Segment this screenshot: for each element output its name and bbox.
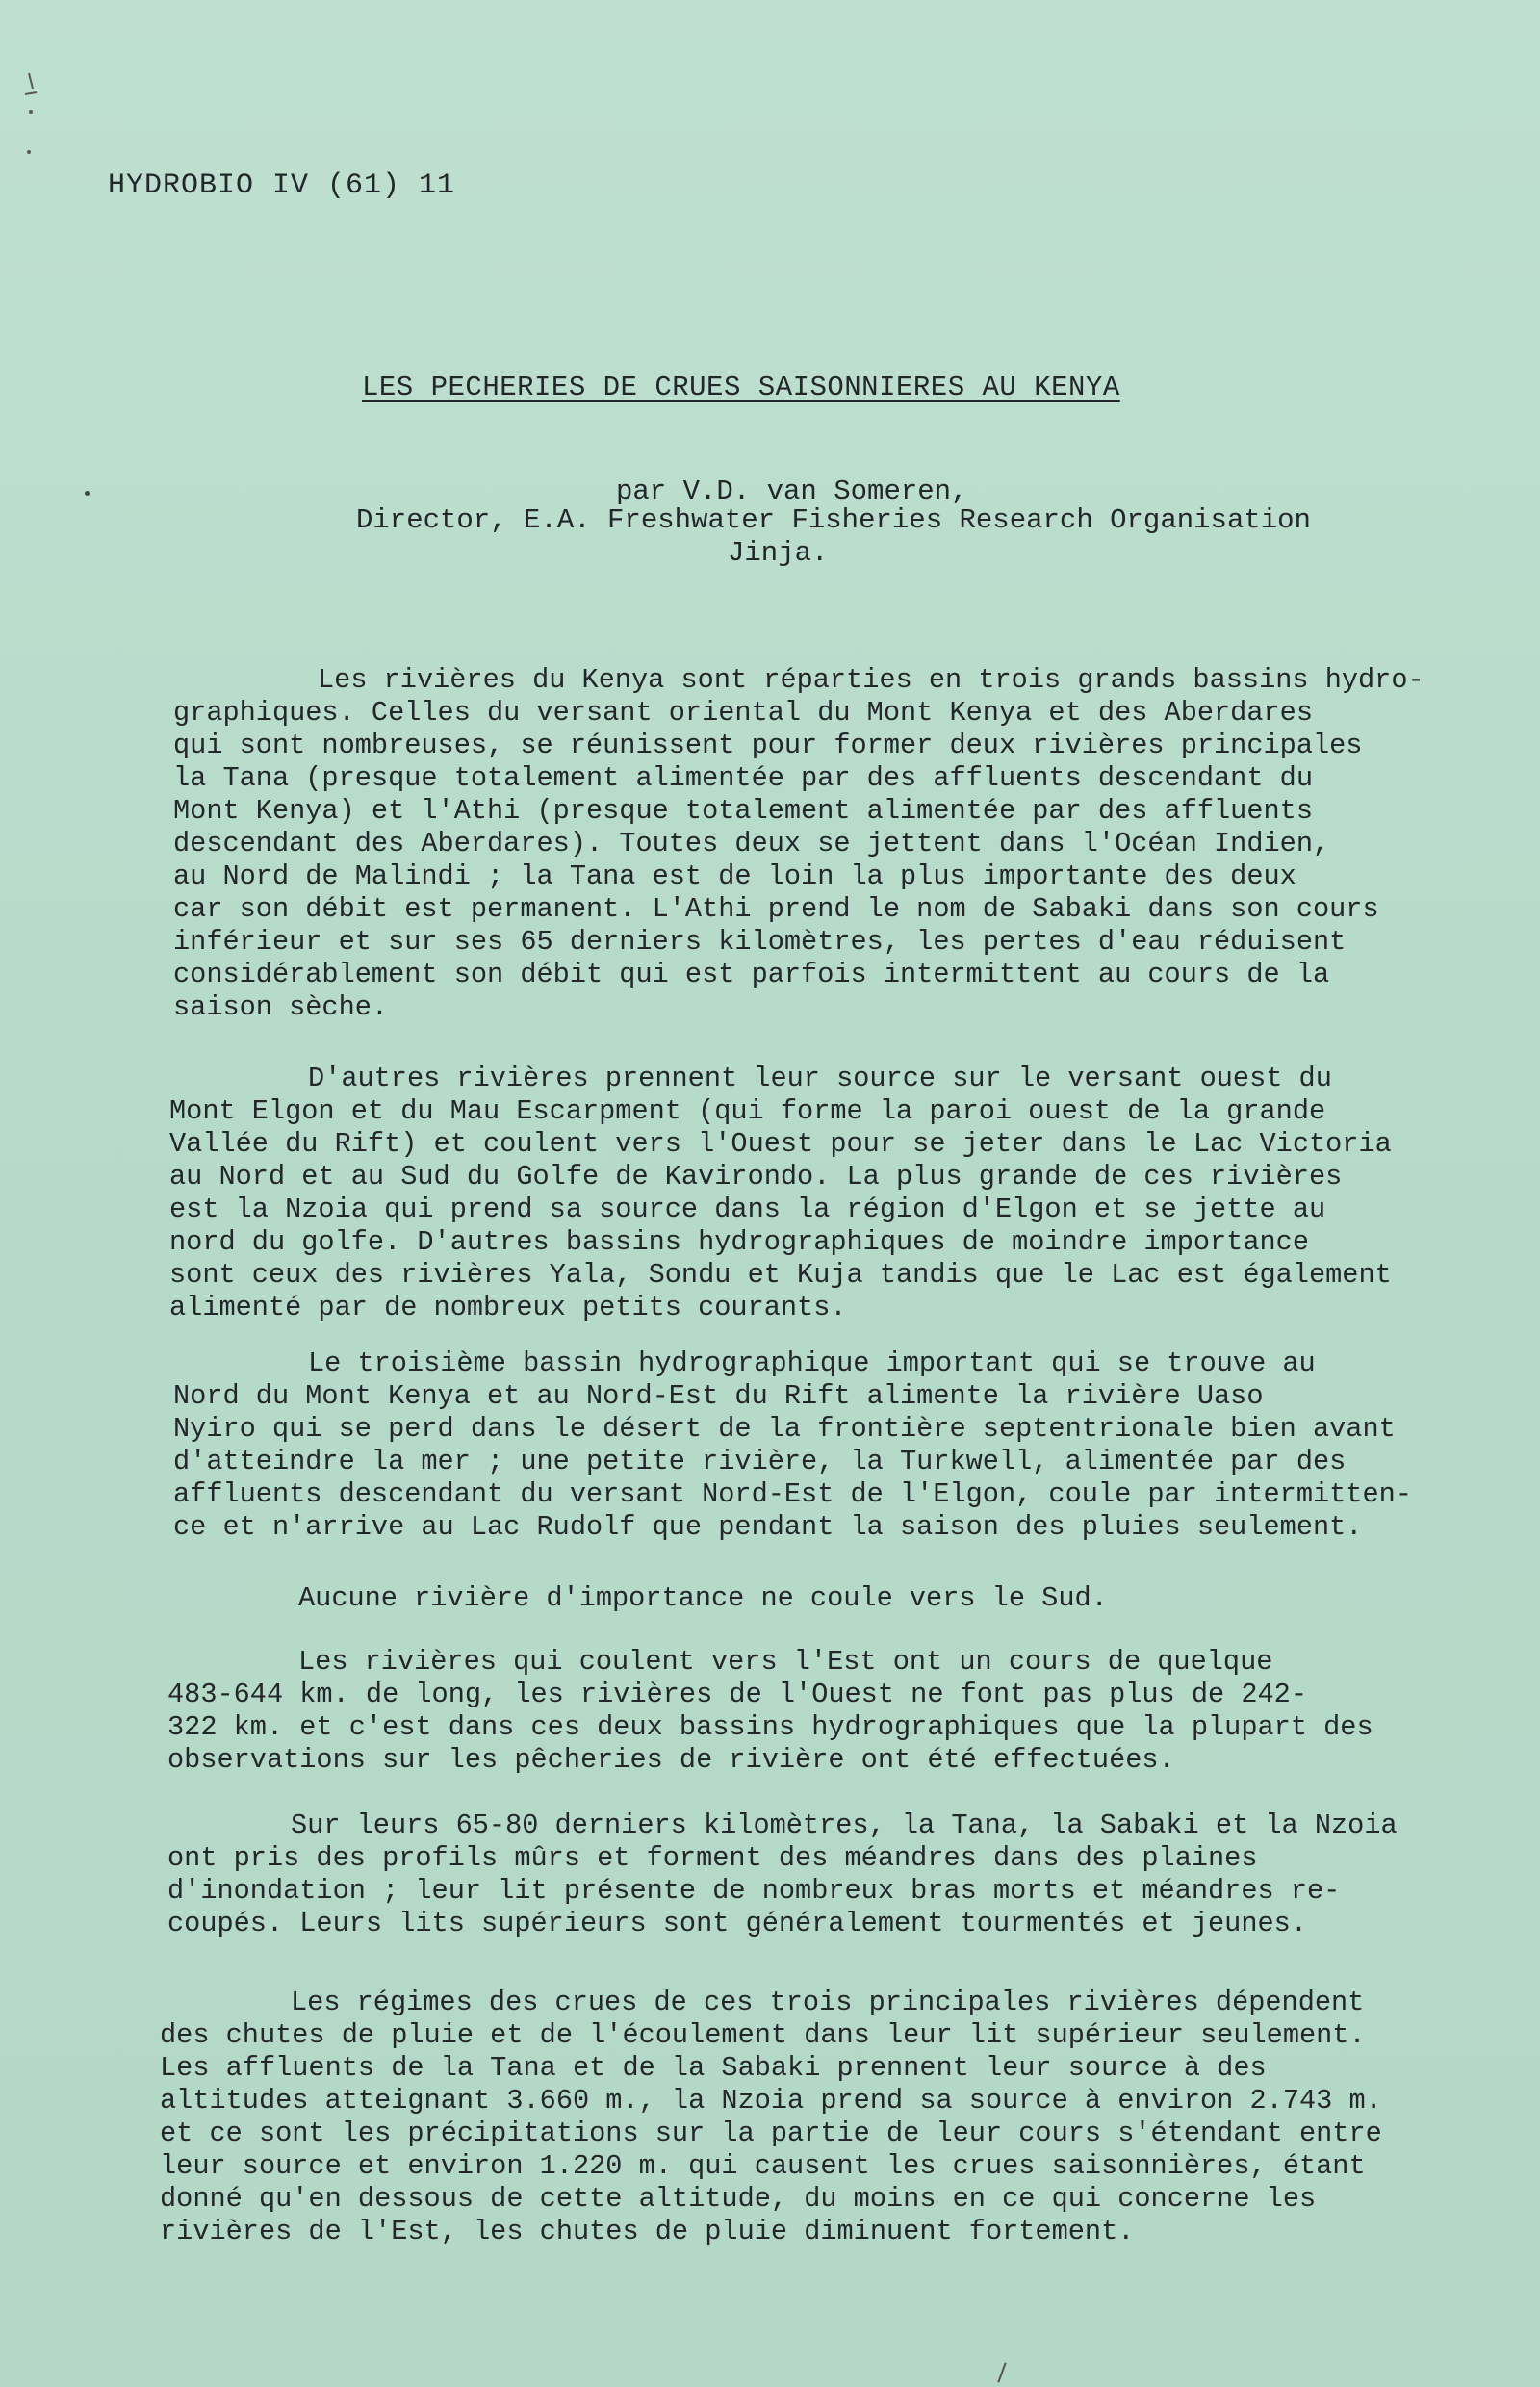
paragraph-2 [169, 1063, 1396, 1324]
paragraph-line: la Tana (presque totalement alimentée par des affluents descendant du [173, 762, 1313, 794]
paragraph-line: alimenté par de nombreux petits courants. [169, 1292, 847, 1323]
affiliation-line: Director, E.A. Freshwater Fisheries Research Organisation [356, 504, 1311, 536]
paragraph-line: Les affluents de la Tana et de la Sabaki prennent leur source à des [160, 2052, 1267, 2084]
paragraph-line: Le troisième bassin hydrographique important qui se trouve au [308, 1348, 1316, 1379]
paragraph-7 [160, 1987, 1396, 2248]
paragraph-line: Les rivières du Kenya sont réparties en trois grands bassins hydro- [318, 664, 1424, 696]
paragraph-line: Les rivières qui coulent vers l'Est ont un cours de quelque [298, 1646, 1273, 1678]
paragraph-line: affluents descendant du versant Nord-Est de l'Elgon, coule par intermitten- [173, 1478, 1412, 1510]
paragraph-line: ce et n'arrive au Lac Rudolf que pendant la saison des pluies seulement. [173, 1511, 1363, 1543]
page-mark [997, 2362, 1006, 2382]
paragraph-line: saison sèche. [173, 991, 389, 1023]
paragraph-line: Sur leurs 65-80 derniers kilomètres, la Tana, la Sabaki et la Nzoia [291, 1810, 1398, 1841]
document-title: LES PECHERIES DE CRUES SAISONNIERES AU KENYA [362, 372, 1120, 403]
paragraph-line: est la Nzoia qui prend sa source dans la région d'Elgon et se jette au [169, 1194, 1326, 1225]
paragraph-line: donné qu'en dessous de cette altitude, du moins en ce qui concerne les [160, 2183, 1317, 2215]
paragraph-line: des chutes de pluie et de l'écoulement dans leur lit supérieur seulement. [160, 2019, 1366, 2051]
location-line: Jinja. [728, 537, 829, 569]
paragraph-line: coupés. Leurs lits supérieurs sont généralement tourmentés et jeunes. [167, 1908, 1307, 1939]
paragraph-line: Mont Elgon et du Mau Escarpment (qui forme la paroi ouest de la grande [169, 1095, 1326, 1127]
paragraph-line: nord du golfe. D'autres bassins hydrographiques de moindre importance [169, 1226, 1309, 1258]
paragraph-line: graphiques. Celles du versant oriental du Mont Kenya et des Aberdares [173, 697, 1313, 729]
paragraph-line: leur source et environ 1.220 m. qui causent les crues saisonnières, étant [160, 2150, 1366, 2182]
paragraph-line: Nyiro qui se perd dans le désert de la frontière septentrionale bien avant [173, 1413, 1396, 1445]
paragraph-line: rivières de l'Est, les chutes de pluie diminuent fortement. [160, 2216, 1135, 2247]
paragraph-line: Aucune rivière d'importance ne coule vers le Sud. [298, 1582, 1108, 1614]
paragraph-line: et ce sont les précipitations sur la partie de leur cours s'étendant entre [160, 2118, 1382, 2149]
paragraph-5 [167, 1646, 1396, 1777]
paragraph-line: au Nord de Malindi ; la Tana est de loin la plus importante des deux [173, 860, 1296, 892]
paragraph-line: Nord du Mont Kenya et au Nord-Est du Rift alimente la rivière Uaso [173, 1380, 1264, 1412]
document-reference: HYDROBIO IV (61) 11 [108, 169, 456, 202]
paragraph-6 [167, 1810, 1398, 1940]
paragraph-line: 322 km. et c'est dans ces deux bassins hydrographiques que la plupart des [167, 1711, 1373, 1743]
paragraph-1 [173, 664, 1424, 1024]
paragraph-line: d'atteindre la mer ; une petite rivière, la Turkwell, alimentée par des [173, 1446, 1347, 1477]
paragraph-line: Mont Kenya) et l'Athi (presque totalement alimentée par des affluents [173, 795, 1313, 827]
paragraph-line: altitudes atteignant 3.660 m., la Nzoia prend sa source à environ 2.743 m. [160, 2085, 1382, 2117]
paragraph-line: considérablement son débit qui est parfois intermittent au cours de la [173, 959, 1330, 990]
paragraph-line: au Nord et au Sud du Golfe de Kavirondo. La plus grande de ces rivières [169, 1161, 1343, 1193]
paragraph-line: inférieur et sur ses 65 derniers kilomètres, les pertes d'eau réduisent [173, 926, 1347, 958]
author-line: par V.D. van Someren, [616, 475, 968, 507]
margin-dot [85, 491, 90, 496]
margin-marks-icon [21, 67, 40, 164]
paragraph-line: Vallée du Rift) et coulent vers l'Ouest pour se jeter dans le Lac Victoria [169, 1128, 1392, 1160]
paragraph-line: 483-644 km. de long, les rivières de l'Ouest ne font pas plus de 242- [167, 1679, 1307, 1710]
paragraph-4 [183, 1582, 1396, 1615]
paragraph-line: D'autres rivières prennent leur source sur le versant ouest du [308, 1063, 1332, 1094]
paragraph-3 [173, 1348, 1412, 1544]
paragraph-line: car son débit est permanent. L'Athi prend le nom de Sabaki dans son cours [173, 893, 1379, 925]
paragraph-line: d'inondation ; leur lit présente de nombreux bras morts et méandres re- [167, 1875, 1341, 1907]
paragraph-line: observations sur les pêcheries de rivière ont été effectuées. [167, 1744, 1175, 1776]
paragraph-line: ont pris des profils mûrs et forment des méandres dans des plaines [167, 1842, 1258, 1874]
paragraph-line: sont ceux des rivières Yala, Sondu et Kuja tandis que le Lac est également [169, 1259, 1392, 1291]
paragraph-line: qui sont nombreuses, se réunissent pour former deux rivières principales [173, 730, 1363, 761]
paragraph-line: descendant des Aberdares). Toutes deux se jettent dans l'Océan Indien, [173, 828, 1330, 860]
paragraph-line: Les régimes des crues de ces trois principales rivières dépendent [291, 1987, 1365, 2018]
